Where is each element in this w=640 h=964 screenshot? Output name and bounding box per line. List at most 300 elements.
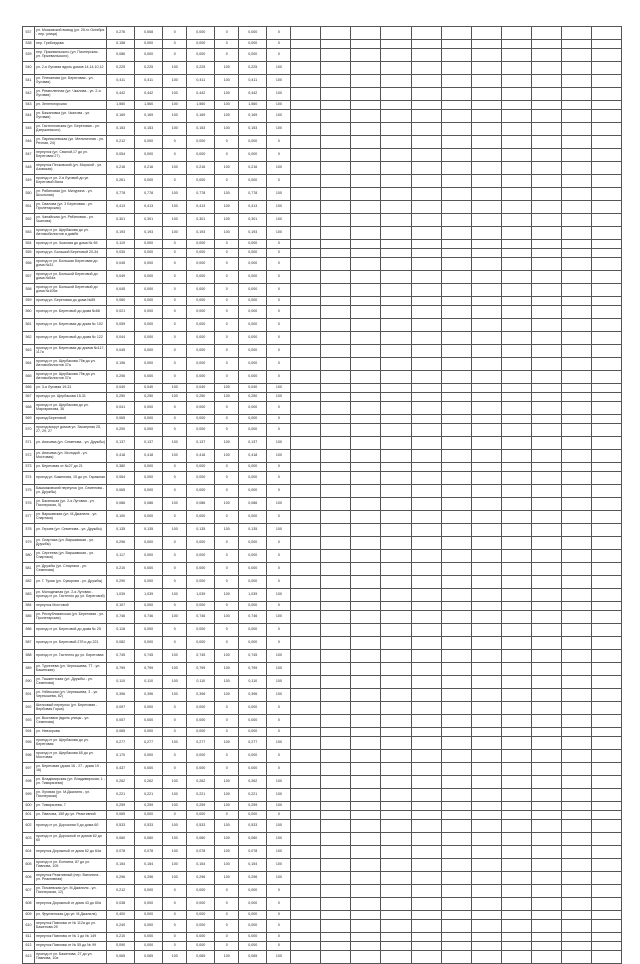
- value-cell: 0: [267, 715, 291, 728]
- empty-cell: [381, 728, 411, 737]
- value-cell: 0,259: [107, 802, 135, 811]
- empty-cell: [411, 589, 441, 602]
- row-number: 585: [23, 611, 35, 624]
- row-number: 545: [23, 123, 35, 136]
- row-number: 568: [23, 402, 35, 415]
- value-cell: 100: [215, 384, 239, 393]
- empty-cell: [411, 201, 441, 214]
- empty-cell: [351, 149, 381, 162]
- value-cell: 0,060: [187, 833, 215, 846]
- row-number: 598: [23, 776, 35, 789]
- empty-cell: [411, 75, 441, 88]
- empty-cell: [501, 27, 531, 40]
- road-name-cell: ул. 2-я Луговая вдоль домов 14,14,10,12: [35, 62, 107, 75]
- row-number: 603: [23, 833, 35, 846]
- empty-cell: [351, 240, 381, 249]
- empty-cell: [321, 689, 351, 702]
- empty-cell: [501, 136, 531, 149]
- row-number: 613: [23, 951, 35, 964]
- empty-cell: [441, 802, 471, 811]
- value-cell: 100: [267, 384, 291, 393]
- value-cell: 0,301: [187, 214, 215, 227]
- empty-cell: [531, 110, 561, 123]
- empty-cell: [291, 802, 321, 811]
- empty-cell: [561, 802, 591, 811]
- empty-cell: [381, 911, 411, 920]
- empty-cell: [291, 306, 321, 319]
- value-cell: 0,745: [187, 650, 215, 663]
- empty-cell: [531, 715, 561, 728]
- empty-cell: [381, 162, 411, 175]
- empty-cell: [591, 149, 621, 162]
- empty-cell: [591, 258, 621, 271]
- empty-cell: [531, 728, 561, 737]
- empty-cell: [591, 898, 621, 911]
- empty-cell: [531, 297, 561, 306]
- value-cell: 0,090: [107, 942, 135, 951]
- empty-cell: [501, 450, 531, 463]
- value-cell: 0,000: [135, 898, 163, 911]
- value-cell: 0,110: [239, 676, 267, 689]
- value-cell: 0: [215, 624, 239, 637]
- empty-cell: [381, 802, 411, 811]
- value-cell: 0: [267, 358, 291, 371]
- empty-cell: [291, 663, 321, 676]
- empty-cell: [501, 611, 531, 624]
- empty-cell: [291, 624, 321, 637]
- empty-cell: [411, 424, 441, 437]
- value-cell: 0,799: [187, 663, 215, 676]
- empty-cell: [531, 859, 561, 872]
- value-cell: 0: [215, 472, 239, 485]
- empty-cell: [291, 175, 321, 188]
- value-cell: 0: [215, 149, 239, 162]
- value-cell: 0: [163, 402, 187, 415]
- empty-cell: [471, 663, 501, 676]
- value-cell: 100: [163, 776, 187, 789]
- empty-cell: [471, 524, 501, 537]
- empty-cell: [561, 49, 591, 62]
- value-cell: 100: [215, 650, 239, 663]
- empty-cell: [411, 450, 441, 463]
- table-row: [23, 214, 622, 227]
- empty-cell: [591, 951, 621, 964]
- empty-cell: [441, 62, 471, 75]
- empty-cell: [321, 240, 351, 249]
- empty-cell: [411, 859, 441, 872]
- value-cell: 0,277: [135, 737, 163, 750]
- value-cell: 0: [267, 942, 291, 951]
- table-row: [23, 136, 622, 149]
- road-name-cell: ул. Гастелловская (ул. Береговая - ул. Дзержинского): [35, 123, 107, 136]
- empty-cell: [531, 424, 561, 437]
- value-cell: 0,000: [239, 136, 267, 149]
- empty-cell: [591, 40, 621, 49]
- empty-cell: [291, 402, 321, 415]
- value-cell: 0,082: [107, 637, 135, 650]
- empty-cell: [591, 576, 621, 589]
- value-cell: 0,250: [187, 393, 215, 402]
- empty-cell: [321, 811, 351, 820]
- empty-cell: [591, 175, 621, 188]
- value-cell: 0: [163, 750, 187, 763]
- value-cell: 0: [215, 332, 239, 345]
- empty-cell: [381, 450, 411, 463]
- empty-cell: [321, 271, 351, 284]
- empty-cell: [291, 951, 321, 964]
- empty-cell: [321, 511, 351, 524]
- empty-cell: [471, 319, 501, 332]
- empty-cell: [471, 624, 501, 637]
- empty-cell: [411, 149, 441, 162]
- value-cell: 100: [267, 101, 291, 110]
- empty-cell: [381, 637, 411, 650]
- empty-cell: [591, 624, 621, 637]
- table-row: [23, 297, 622, 306]
- empty-cell: [321, 537, 351, 550]
- row-number: 593: [23, 715, 35, 728]
- table-row: [23, 933, 622, 942]
- empty-cell: [321, 358, 351, 371]
- empty-cell: [351, 942, 381, 951]
- value-cell: 100: [267, 589, 291, 602]
- value-cell: 100: [215, 62, 239, 75]
- value-cell: 0,000: [135, 175, 163, 188]
- row-number: 550: [23, 188, 35, 201]
- empty-cell: [351, 789, 381, 802]
- empty-cell: [291, 472, 321, 485]
- row-number: 608: [23, 898, 35, 911]
- table-row: [23, 319, 622, 332]
- empty-cell: [291, 750, 321, 763]
- table-row: [23, 249, 622, 258]
- table-row: [23, 951, 622, 964]
- empty-cell: [291, 689, 321, 702]
- empty-cell: [531, 88, 561, 101]
- empty-cell: [501, 463, 531, 472]
- empty-cell: [501, 802, 531, 811]
- empty-cell: [471, 802, 501, 811]
- empty-cell: [321, 402, 351, 415]
- empty-cell: [411, 214, 441, 227]
- row-number: 604: [23, 846, 35, 859]
- empty-cell: [531, 450, 561, 463]
- empty-cell: [561, 88, 591, 101]
- empty-cell: [291, 611, 321, 624]
- value-cell: 0,262: [107, 776, 135, 789]
- value-cell: 0,000: [187, 911, 215, 920]
- empty-cell: [291, 885, 321, 898]
- empty-cell: [441, 271, 471, 284]
- empty-cell: [501, 576, 531, 589]
- empty-cell: [441, 650, 471, 663]
- road-name-cell: ул. Парникоевская (ул. Мельничная - ул. Речная, 24): [35, 136, 107, 149]
- empty-cell: [591, 920, 621, 933]
- row-number: 588: [23, 650, 35, 663]
- value-cell: 0: [267, 472, 291, 485]
- empty-cell: [561, 689, 591, 702]
- road-name-cell: ул. Г. Тукая (ул. Суворова - ул. Дружбы): [35, 576, 107, 589]
- empty-cell: [591, 885, 621, 898]
- table-row: [23, 624, 622, 637]
- value-cell: 100: [267, 663, 291, 676]
- empty-cell: [441, 933, 471, 942]
- empty-cell: [291, 589, 321, 602]
- empty-cell: [441, 162, 471, 175]
- value-cell: 0,778: [107, 188, 135, 201]
- value-cell: 0,000: [239, 885, 267, 898]
- empty-cell: [321, 424, 351, 437]
- empty-cell: [441, 402, 471, 415]
- empty-cell: [531, 589, 561, 602]
- value-cell: 0,000: [135, 911, 163, 920]
- value-cell: 0,000: [135, 602, 163, 611]
- empty-cell: [591, 384, 621, 393]
- empty-cell: [561, 776, 591, 789]
- empty-cell: [291, 702, 321, 715]
- value-cell: 0,000: [135, 885, 163, 898]
- value-cell: 0,137: [239, 437, 267, 450]
- empty-cell: [351, 485, 381, 498]
- empty-cell: [321, 859, 351, 872]
- value-cell: 0,413: [187, 201, 215, 214]
- road-name-cell: ул. 3-я Луговая 19-31: [35, 384, 107, 393]
- table-row: [23, 885, 622, 898]
- empty-cell: [441, 846, 471, 859]
- value-cell: 100: [267, 110, 291, 123]
- empty-cell: [291, 284, 321, 297]
- table-row: [23, 663, 622, 676]
- empty-cell: [351, 214, 381, 227]
- empty-cell: [411, 101, 441, 110]
- empty-cell: [291, 40, 321, 49]
- value-cell: 0,000: [187, 472, 215, 485]
- empty-cell: [351, 872, 381, 885]
- empty-cell: [441, 715, 471, 728]
- empty-cell: [501, 589, 531, 602]
- empty-cell: [441, 920, 471, 933]
- empty-cell: [411, 650, 441, 663]
- table-row: [23, 563, 622, 576]
- empty-cell: [591, 188, 621, 201]
- empty-cell: [531, 49, 561, 62]
- value-cell: 0: [267, 911, 291, 920]
- empty-cell: [441, 110, 471, 123]
- value-cell: 100: [163, 820, 187, 833]
- empty-cell: [441, 689, 471, 702]
- empty-cell: [321, 602, 351, 611]
- value-cell: 1,560: [187, 101, 215, 110]
- empty-cell: [531, 123, 561, 136]
- empty-cell: [351, 576, 381, 589]
- empty-cell: [531, 789, 561, 802]
- value-cell: 0,000: [135, 240, 163, 249]
- value-cell: 0,746: [239, 611, 267, 624]
- value-cell: 100: [163, 789, 187, 802]
- value-cell: 0,000: [187, 415, 215, 424]
- empty-cell: [321, 371, 351, 384]
- empty-cell: [561, 885, 591, 898]
- empty-cell: [441, 258, 471, 271]
- empty-cell: [501, 162, 531, 175]
- value-cell: 0,153: [239, 123, 267, 136]
- empty-cell: [381, 123, 411, 136]
- empty-cell: [591, 472, 621, 485]
- empty-cell: [471, 637, 501, 650]
- empty-cell: [411, 345, 441, 358]
- empty-cell: [411, 384, 441, 393]
- value-cell: 0,040: [107, 384, 135, 393]
- value-cell: 0: [267, 898, 291, 911]
- empty-cell: [441, 149, 471, 162]
- table-row: [23, 27, 622, 40]
- row-number: 561: [23, 319, 35, 332]
- value-cell: 0,000: [135, 306, 163, 319]
- empty-cell: [411, 358, 441, 371]
- empty-cell: [471, 820, 501, 833]
- empty-cell: [321, 136, 351, 149]
- road-name-cell: переулок Павлова от № 55 до № 99: [35, 942, 107, 951]
- road-name-cell: ул. Бакинская (ул. 2-я Луговая - ул. Пионерская, 5): [35, 498, 107, 511]
- value-cell: 0,000: [187, 624, 215, 637]
- empty-cell: [561, 123, 591, 136]
- value-cell: 0,411: [107, 75, 135, 88]
- empty-cell: [471, 942, 501, 951]
- value-cell: 0,119: [107, 240, 135, 249]
- row-number: 538: [23, 40, 35, 49]
- empty-cell: [531, 663, 561, 676]
- empty-cell: [561, 650, 591, 663]
- value-cell: 100: [163, 101, 187, 110]
- value-cell: 0,000: [239, 933, 267, 942]
- empty-cell: [291, 101, 321, 110]
- empty-cell: [471, 188, 501, 201]
- empty-cell: [411, 88, 441, 101]
- empty-cell: [411, 750, 441, 763]
- row-number: 592: [23, 702, 35, 715]
- empty-cell: [561, 384, 591, 393]
- row-number: 607: [23, 885, 35, 898]
- road-name-cell: проезд от ул. 2-я Луговой до ул. Береговой Вала: [35, 175, 107, 188]
- empty-cell: [441, 576, 471, 589]
- value-cell: 0: [215, 345, 239, 358]
- empty-cell: [591, 371, 621, 384]
- value-cell: 0,059: [107, 319, 135, 332]
- value-cell: 0,250: [107, 393, 135, 402]
- empty-cell: [591, 933, 621, 942]
- row-number: 595: [23, 737, 35, 750]
- empty-cell: [561, 676, 591, 689]
- value-cell: 0,442: [107, 88, 135, 101]
- empty-cell: [471, 62, 501, 75]
- value-cell: 100: [267, 88, 291, 101]
- road-name-cell: ул. Республиканская (ул. Береговая - ул. Пролетарская): [35, 611, 107, 624]
- empty-cell: [411, 872, 441, 885]
- value-cell: 0: [267, 345, 291, 358]
- empty-cell: [381, 920, 411, 933]
- empty-cell: [561, 911, 591, 920]
- value-cell: 0,240: [107, 920, 135, 933]
- empty-cell: [501, 676, 531, 689]
- empty-cell: [501, 511, 531, 524]
- value-cell: 0,262: [239, 776, 267, 789]
- value-cell: 100: [267, 498, 291, 511]
- value-cell: 100: [215, 611, 239, 624]
- empty-cell: [501, 498, 531, 511]
- road-name-cell: Башмаковский переулок (ул. Семенова - ул. Дружбы): [35, 485, 107, 498]
- value-cell: 0: [267, 249, 291, 258]
- empty-cell: [501, 550, 531, 563]
- road-name-cell: проезд от ул. Береговой до дома № 122: [35, 332, 107, 345]
- value-cell: 100: [163, 214, 187, 227]
- row-number: 601: [23, 811, 35, 820]
- empty-cell: [441, 332, 471, 345]
- value-cell: 0: [163, 485, 187, 498]
- empty-cell: [531, 511, 561, 524]
- empty-cell: [471, 40, 501, 49]
- empty-cell: [411, 498, 441, 511]
- empty-cell: [291, 450, 321, 463]
- value-cell: 0,154: [107, 859, 135, 872]
- road-name-cell: ул. Спартака (ул. Варшавская - ул. Дружбы): [35, 537, 107, 550]
- empty-cell: [501, 358, 531, 371]
- value-cell: 100: [267, 689, 291, 702]
- empty-cell: [501, 258, 531, 271]
- empty-cell: [471, 776, 501, 789]
- value-cell: 100: [163, 227, 187, 240]
- empty-cell: [381, 175, 411, 188]
- value-cell: 0,000: [187, 40, 215, 49]
- empty-cell: [411, 663, 441, 676]
- empty-cell: [291, 49, 321, 62]
- empty-cell: [561, 249, 591, 258]
- empty-cell: [501, 650, 531, 663]
- value-cell: 0,396: [107, 689, 135, 702]
- empty-cell: [501, 284, 531, 297]
- value-cell: 100: [267, 833, 291, 846]
- table-row: [23, 811, 622, 820]
- value-cell: 0,000: [239, 511, 267, 524]
- value-cell: 0,000: [187, 898, 215, 911]
- value-cell: 0,000: [239, 763, 267, 776]
- empty-cell: [321, 498, 351, 511]
- value-cell: 0: [163, 332, 187, 345]
- empty-cell: [471, 472, 501, 485]
- value-cell: 0: [215, 576, 239, 589]
- value-cell: 0,000: [239, 49, 267, 62]
- value-cell: 0,000: [187, 358, 215, 371]
- empty-cell: [591, 393, 621, 402]
- empty-cell: [471, 450, 501, 463]
- table-row: [23, 49, 622, 62]
- empty-cell: [411, 463, 441, 472]
- empty-cell: [381, 227, 411, 240]
- value-cell: 0,212: [107, 885, 135, 898]
- empty-cell: [531, 689, 561, 702]
- empty-cell: [381, 537, 411, 550]
- road-name-cell: переулок Павлова от № 1 до № 149: [35, 933, 107, 942]
- value-cell: 0,000: [187, 27, 215, 40]
- value-cell: 0,000: [187, 920, 215, 933]
- empty-cell: [531, 384, 561, 393]
- empty-cell: [591, 227, 621, 240]
- road-name-cell: переулок Павлова от № 112а до ул. Баженова 2б: [35, 920, 107, 933]
- empty-cell: [531, 188, 561, 201]
- value-cell: 0,000: [135, 715, 163, 728]
- road-name-cell: проезд от ул. Баженова, 27 до ул. Павлова, 10а: [35, 951, 107, 964]
- empty-cell: [411, 62, 441, 75]
- row-number: 589: [23, 663, 35, 676]
